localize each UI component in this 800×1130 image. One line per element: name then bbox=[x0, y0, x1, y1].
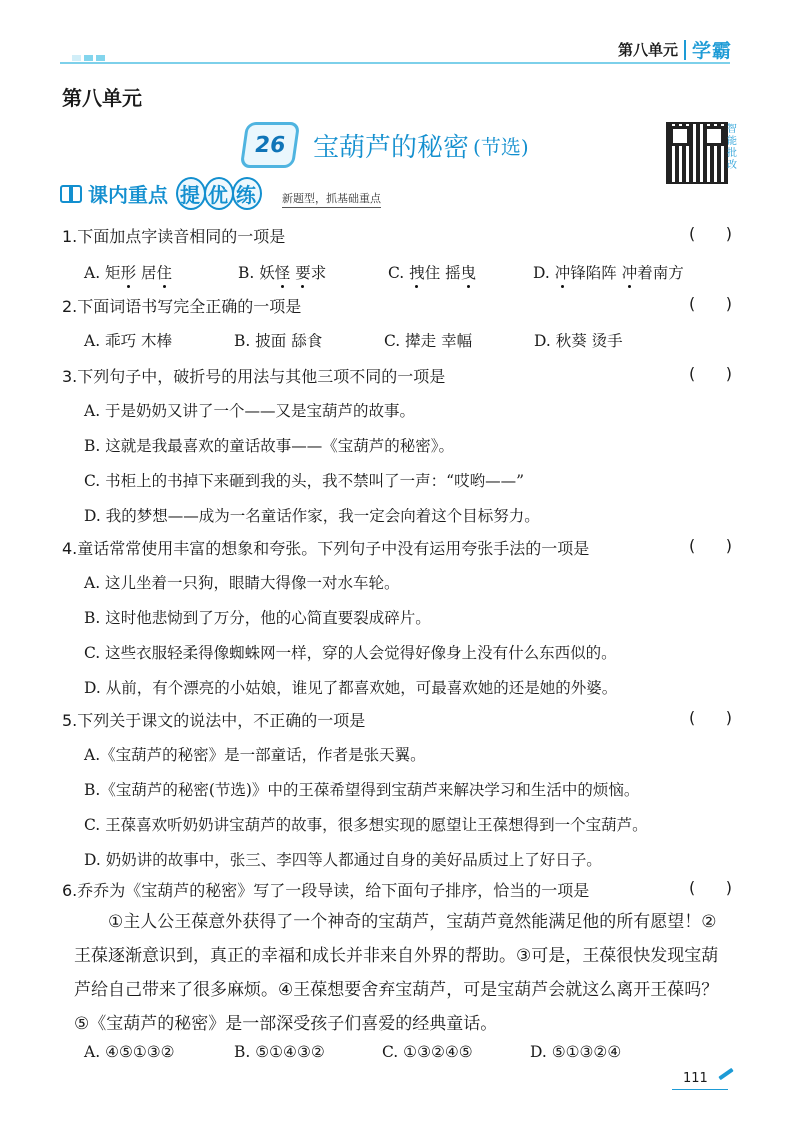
option-a: A. 矩形 居住 bbox=[84, 264, 173, 282]
answer-blank[interactable]: ( ) bbox=[689, 364, 732, 383]
question-stem bbox=[62, 708, 732, 731]
badge-char: 提 bbox=[176, 177, 206, 210]
option-label: B. bbox=[234, 332, 251, 350]
brand-logo: 学霸 bbox=[691, 40, 732, 62]
question-2 bbox=[62, 294, 732, 351]
book-icon bbox=[60, 185, 82, 201]
question-stem bbox=[62, 878, 732, 901]
option-d bbox=[534, 329, 623, 351]
footer-rule bbox=[672, 1089, 728, 1090]
option-label: D. bbox=[534, 332, 551, 350]
reading-passage: ①主人公王葆意外获得了一个神奇的宝葫芦，宝葫芦竟然能满足他的所有愿望！②王葆逐渐意识到，真正的幸福和成长并非来自外界的帮助。③可是，王葆很快发现宝葫芦给自己带来了很多麻烦。④王葆想要舍弃宝葫芦，可是宝葫芦会就这么离开王葆吗？⑤《宝葫芦的秘密》是一部深受孩子们喜爱的经典童话。 bbox=[74, 912, 719, 1034]
pencil-icon bbox=[718, 1068, 733, 1080]
page-number: 111 bbox=[683, 1071, 708, 1086]
answer-blank[interactable]: ( ) bbox=[689, 536, 732, 555]
question-stem bbox=[62, 364, 732, 387]
option-b: B. 这时他悲恸到了万分，他的心简直要裂成碎片。 bbox=[84, 609, 431, 627]
question-number: 2. bbox=[62, 297, 78, 316]
option-label: A. bbox=[84, 264, 101, 282]
badge-char: 优 bbox=[204, 177, 234, 210]
option-label: D. bbox=[530, 1043, 547, 1061]
question-text: 下列关于课文的说法中，不正确的一项是 bbox=[77, 711, 366, 730]
option-a: A.《宝葫芦的秘密》是一部童话，作者是张天翼。 bbox=[84, 746, 426, 764]
question-3 bbox=[62, 364, 732, 526]
question-4 bbox=[62, 536, 732, 698]
options-row bbox=[62, 329, 732, 351]
question-5 bbox=[62, 708, 732, 870]
section-note: 新题型，抓基础重点 bbox=[282, 190, 381, 208]
option-label: B. bbox=[234, 1043, 251, 1061]
question-6 bbox=[62, 878, 732, 1061]
question-1 bbox=[62, 224, 732, 283]
option-b: B. 妖怪 要求 bbox=[238, 264, 327, 282]
option-a bbox=[84, 1043, 234, 1061]
option-label: B. bbox=[238, 264, 255, 282]
option-c: C. 这些衣服轻柔得像蜘蛛网一样，穿的人会觉得好像身上没有什么东西似的。 bbox=[84, 644, 617, 662]
option-label: A. bbox=[84, 1043, 101, 1061]
lesson-number: 26 bbox=[240, 122, 300, 168]
page-header bbox=[0, 30, 800, 66]
option-c: C. 拽住 摇曳 bbox=[388, 264, 477, 282]
section-header bbox=[60, 178, 381, 208]
option-text: 秋葵 烫手 bbox=[555, 332, 623, 350]
section-badge bbox=[176, 177, 260, 210]
option-label: C. bbox=[384, 332, 401, 350]
question-text: 童话常常使用丰富的想象和夸张。下列句子中没有运用夸张手法的一项是 bbox=[77, 539, 590, 558]
header-divider bbox=[684, 40, 686, 60]
option-b: B.《宝葫芦的秘密(节选)》中的王葆希望得到宝葫芦来解决学习和生活中的烦恼。 bbox=[84, 781, 640, 799]
option-d bbox=[530, 1043, 621, 1061]
option-d: D. 冲锋陷阵 冲着南方 bbox=[533, 264, 684, 282]
answer-blank[interactable]: ( ) bbox=[689, 294, 732, 313]
option-b: B. 这就是我最喜欢的童话故事——《宝葫芦的秘密》。 bbox=[84, 437, 454, 455]
question-text: 下面词语书写完全正确的一项是 bbox=[77, 297, 302, 316]
answer-blank[interactable]: ( ) bbox=[689, 708, 732, 727]
lesson-title: 宝葫芦的秘密 bbox=[313, 132, 470, 163]
option-b bbox=[234, 1043, 382, 1061]
question-stem bbox=[62, 224, 732, 247]
section-title: 课内重点 bbox=[88, 182, 168, 207]
options-row bbox=[62, 1043, 732, 1061]
unit-title: 第八单元 bbox=[62, 86, 142, 110]
option-a: A. 于是奶奶又讲了一个——又是宝葫芦的故事。 bbox=[84, 402, 416, 420]
option-d: D. 从前，有个漂亮的小姑娘，谁见了都喜欢她，可最喜欢她的还是她的外婆。 bbox=[84, 679, 618, 697]
answer-blank[interactable]: ( ) bbox=[689, 224, 732, 243]
question-text: 下列句子中，破折号的用法与其他三项不同的一项是 bbox=[77, 367, 446, 386]
badge-char: 练 bbox=[232, 177, 262, 210]
option-text: ④⑤①③② bbox=[105, 1043, 175, 1061]
option-c bbox=[384, 329, 534, 351]
lesson-subtitle: (节选) bbox=[473, 134, 529, 159]
question-number: 5. bbox=[62, 711, 78, 730]
option-text: 披面 舔食 bbox=[255, 332, 323, 350]
lesson-heading bbox=[243, 118, 529, 172]
option-label: C. bbox=[382, 1043, 399, 1061]
option-c bbox=[382, 1043, 530, 1061]
header-right bbox=[618, 36, 732, 63]
header-unit: 第八单元 bbox=[617, 41, 678, 59]
question-text: 乔乔为《宝葫芦的秘密》写了一段导读，给下面句子排序，恰当的一项是 bbox=[77, 881, 590, 900]
option-a bbox=[84, 329, 234, 351]
option-text: ①③②④⑤ bbox=[403, 1043, 473, 1061]
option-text: ⑤①④③② bbox=[255, 1043, 325, 1061]
question-stem bbox=[62, 294, 732, 317]
option-c: C. 书柜上的书掉下来砸到我的头，我不禁叫了一声：“哎哟——” bbox=[84, 472, 525, 490]
option-d: D. 奶奶讲的故事中，张三、李四等人都通过自身的美好品质过上了好日子。 bbox=[84, 851, 602, 869]
question-number: 4. bbox=[62, 539, 78, 558]
option-b bbox=[234, 329, 384, 351]
option-d: D. 我的梦想——成为一名童话作家，我一定会向着这个目标努力。 bbox=[84, 507, 540, 525]
option-text: ⑤①③②④ bbox=[551, 1043, 622, 1061]
option-c: C. 王葆喜欢听奶奶讲宝葫芦的故事，很多想实现的愿望让王葆想得到一个宝葫芦。 bbox=[84, 816, 648, 834]
option-text: 乖巧 木棒 bbox=[105, 332, 172, 350]
qr-side-label: 智能批改 bbox=[727, 124, 737, 171]
question-number: 6. bbox=[62, 881, 78, 900]
option-label: A. bbox=[84, 332, 101, 350]
option-text: 撵走 幸幅 bbox=[405, 332, 473, 350]
option-label: D. bbox=[533, 264, 550, 282]
option-label: C. bbox=[388, 264, 405, 282]
question-number: 3. bbox=[62, 367, 78, 386]
qr-code[interactable] bbox=[666, 122, 728, 184]
question-number: 1. bbox=[62, 227, 78, 246]
question-stem bbox=[62, 536, 732, 559]
option-a: A. 这儿坐着一只狗，眼睛大得像一对水车轮。 bbox=[84, 574, 400, 592]
question-text: 下面加点字读音相同的一项是 bbox=[77, 227, 286, 246]
answer-blank[interactable]: ( ) bbox=[689, 878, 732, 897]
options-row bbox=[62, 261, 732, 283]
